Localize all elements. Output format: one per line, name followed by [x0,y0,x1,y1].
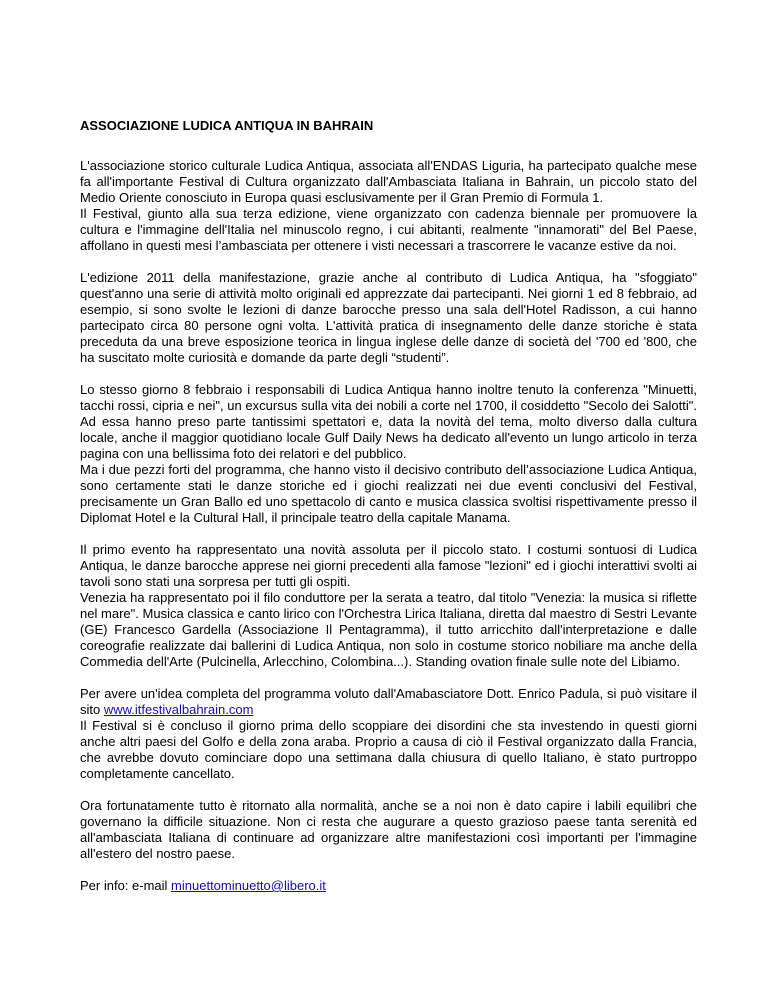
contact-email-link[interactable]: minuettominuetto@libero.it [171,878,326,893]
paragraph-events [80,542,697,670]
contact-line [80,878,697,894]
paragraph-line: Venezia ha rappresentato poi il filo conduttore per la serata a teatro, dal titolo "Venezia: la musica si riflette nel mare". Musica classica e canto lirico con l'Orchestra Lirica Italiana, diretta dal maestro di Sestri Levante (GE) Francesco Gardella (Associazione Il Pentagramma), il tutto arricchito dall'interpretazione e dalle coreografie realizzate dai ballerini di Ludica Antiqua, non solo in costume storico nobiliare ma anche della Commedia dell'Arte (Pulcinella, Arlecchino, Colombina...). Standing ovation finale sulle note del Libiamo. [80,590,697,669]
document-title: ASSOCIAZIONE LUDICA ANTIQUA IN BAHRAIN [80,118,374,133]
paragraph-visit [80,686,697,782]
paragraph-line: L'edizione 2011 della manifestazione, grazie anche al contributo di Ludica Antiqua, ha "sfoggiato" quest'anno una serie di attività molto originali ed apprezzate dai partecipanti. Nei giorni 1 ed 8 febbraio, ad esempio, si sono svolte le lezioni di danze barocche presso una sala dell'Hotel Radisson, a cui hanno partecipato circa 80 persone ogni volta. L'attività pratica di insegnamento delle danze storiche è stata preceduta da una breve esposizione teorica in lingua inglese delle danze di società del '700 ed '800, che ha suscitato molte curiosità e domande da parte degli “studenti”. [80,270,697,365]
paragraph-line: Il Festival, giunto alla sua terza edizione, viene organizzato con cadenza biennale per promuovere la cultura e l'immagine dell'Italia nel minuscolo regno, i cui abitanti, realmente "innamorati" del Bel Paese, affollano in questi mesi l’ambasciata per ottenere i visti necessari a trascorrere le vacanze estive da noi. [80,206,697,253]
document-page [80,118,697,910]
paragraph-line: L'associazione storico culturale Ludica Antiqua, associata all'ENDAS Liguria, ha partecipato qualche mese fa all'importante Festival di Cultura organizzato dall'Ambasciata Italiana in Bahrain, un piccolo stato del Medio Oriente conosciuto in Europa quasi esclusivamente per il Gran Premio di Formula 1. [80,158,697,205]
festival-website-link[interactable]: www.itfestivalbahrain.com [103,702,254,717]
contact-label: Per info: e-mail [80,878,172,893]
paragraph-closing [80,798,697,862]
paragraph-line: Ma i due pezzi forti del programma, che hanno visto il decisivo contributo dell’associazione Ludica Antiqua, sono certamente stati le danze storiche ed i giochi realizzati nei due eventi conclusivi del Festival, precisamente un Gran Ballo ed uno spettacolo di canto e musica classica svoltisi rispettivamente presso il Diplomat Hotel e la Cultural Hall, il principale teatro della capitale Manama. [80,462,697,525]
paragraph-conference [80,382,697,526]
paragraph-line: Lo stesso giorno 8 febbraio i responsabili di Ludica Antiqua hanno inoltre tenuto la conferenza "Minuetti, tacchi rossi, cipria e nei", un excursus sulla vita dei nobili a corte nel 1700, il cosiddetto "Secolo dei Salotti". Ad essa hanno preso parte tantissimi spettatori e, data la novità del tema, molto diverso dalla cultura locale, anche il maggior quotidiano locale Gulf Daily News ha dedicato all'evento un lungo articolo in terza pagina con una bellissima foto dei relatori e del pubblico. [80,382,697,461]
paragraph-line: Ora fortunatamente tutto è ritornato alla normalità, anche se a noi non è dato capire i labili equilibri che governano la difficile situazione. Non ci resta che augurare a questo grazioso paese tanta serenità ed all'ambasciata Italiana di continuare ad organizzare altre manifestazioni così importanti per l'immagine all'estero del nostro paese. [80,798,697,861]
paragraph-edition-2011 [80,270,697,366]
paragraph-line: Il Festival si è concluso il giorno prima dello scoppiare dei disordini che sta investendo in questi giorni anche altri paesi del Golfo e della zona araba. Proprio a causa di ciò il Festival organizzato dalla Francia, che avrebbe dovuto cominciare dopo una settimana dalla chiusura di quello Italiano, è stato purtroppo completamente cancellato. [80,718,697,781]
paragraph-line: Il primo evento ha rappresentato una novità assoluta per il piccolo stato. I costumi sontuosi di Ludica Antiqua, le danze barocche apprese nei giorni precedenti alla famose "lezioni" ed i giochi interattivi svolti ai tavoli sono stati una sorpresa per tutti gli ospiti. [80,542,697,589]
visit-text: Per avere un'idea completa del programma voluto dall'Amabasciatore Dott. Enrico Padula, si può visitare il sito [80,686,697,717]
paragraph-intro [80,158,697,254]
